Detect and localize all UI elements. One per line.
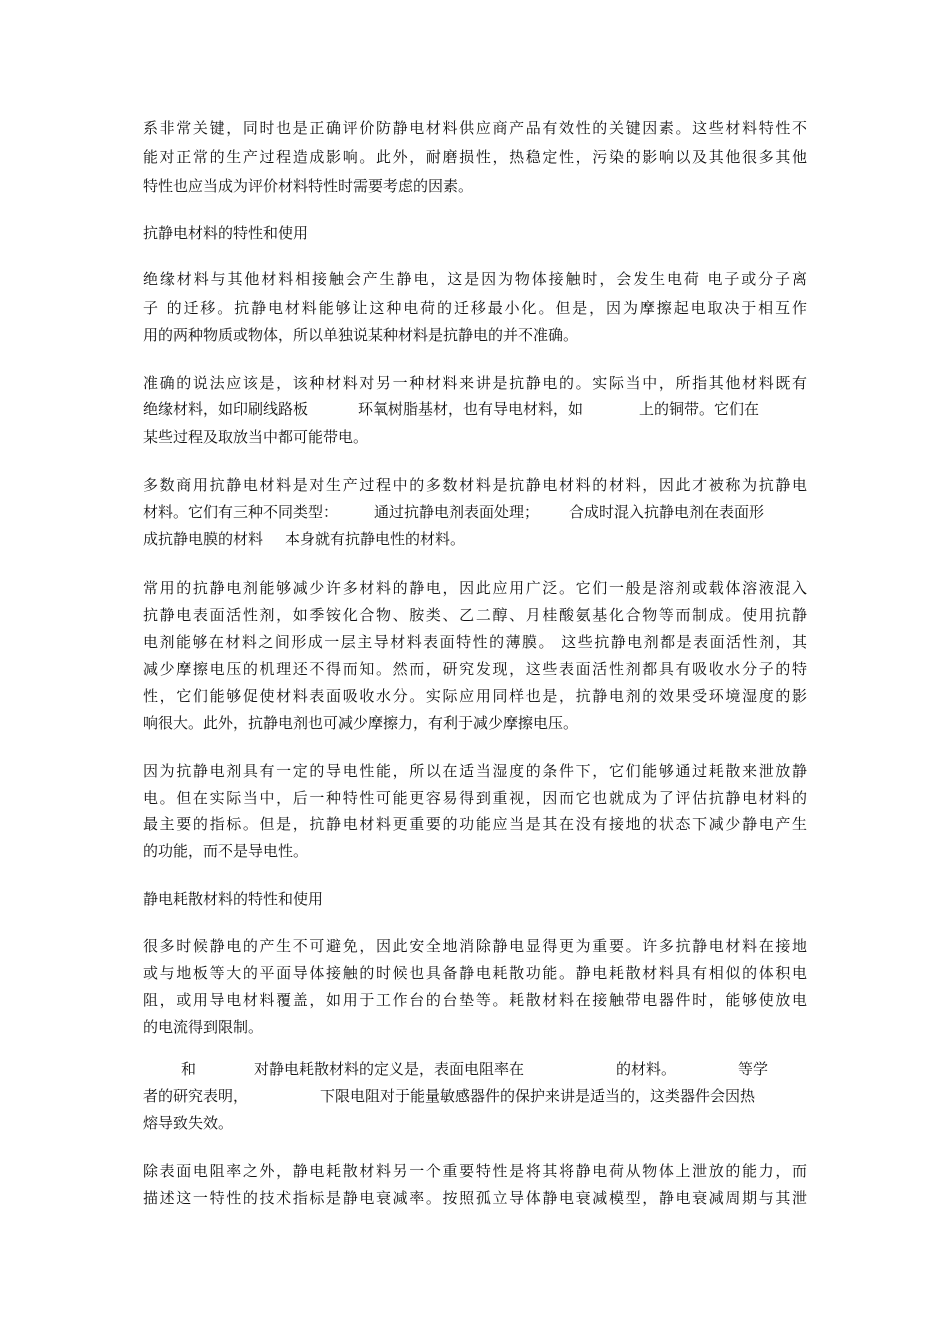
paragraph-3-line-2-part-a: 绝缘材料，如印刷线路板 <box>143 400 309 418</box>
paragraph-5-line-3: 电剂能够在材料之间形成一层主导材料表面特性的薄膜。 这些抗静电剂都是表面活性剂，其 <box>143 633 807 651</box>
paragraph-2-line-3: 用的两种物质或物体，所以单独说某种材料是抗静电的并不准确。 <box>143 326 579 344</box>
paragraph-2-line-1: 绝缘材料与其他材料相接触会产生静电，这是因为物体接触时，会发生电荷 电子或分子离 <box>143 270 807 288</box>
paragraph-2-line-2: 子 的迁移。抗静电材料能够让这种电荷的迁移最小化。但是，因为摩擦起电取决于相互作 <box>143 299 807 317</box>
paragraph-9-line-1: 除表面电阻率之外，静电耗散材料另一个重要特性是将其将静电荷从物体上泄放的能力，而 <box>143 1162 807 1180</box>
paragraph-4-line-3 <box>143 530 465 548</box>
paragraph-8-line-1-part-b: 对静电耗散材料的定义是，表面电阻率在 <box>254 1060 525 1078</box>
paragraph-1-line-2: 能对正常的生产过程造成影响。此外，耐磨损性，热稳定性，污染的影响以及其他很多其他 <box>143 148 807 166</box>
paragraph-5-line-2: 抗静电表面活性剂，如季铵化合物、胺类、乙二醇、月桂酸氨基化合物等而制成。使用抗静 <box>143 606 807 624</box>
paragraph-7-line-3: 阻，或用导电材料覆盖，如用于工作台的台垫等。耗散材料在接触带电器件时，能够使放电 <box>143 991 807 1009</box>
paragraph-7-line-1: 很多时候静电的产生不可避免，因此安全地消除静电显得更为重要。许多抗静电材料在接地 <box>143 937 807 955</box>
paragraph-3-line-1: 准确的说法应该是，该种材料对另一种材料来讲是抗静电的。实际当中，所指其他材料既有 <box>143 374 807 392</box>
paragraph-4-line-1: 多数商用抗静电材料是对生产过程中的多数材料是抗静电材料的材料，因此才被称为抗静电 <box>143 476 807 494</box>
paragraph-4-line-2 <box>143 503 764 521</box>
paragraph-8-line-2 <box>143 1087 755 1105</box>
paragraph-8-line-1-part-d: 等学 <box>738 1060 769 1078</box>
paragraph-4-line-2-part-c: 合成时混入抗静电剂在表面形 <box>569 503 765 521</box>
paragraph-8-line-1 <box>143 1060 768 1078</box>
paragraph-1-line-1: 系非常关键，同时也是正确评价防静电材料供应商产品有效性的关键因素。这些材料特性不 <box>143 119 807 137</box>
paragraph-6-line-2: 电。但在实际当中，后一种特性可能更容易得到重视，因而它也就成为了评估抗静电材料的 <box>143 789 807 807</box>
paragraph-3-line-2-part-b: 环氧树脂基材，也有导电材料，如 <box>358 400 584 418</box>
paragraph-3-line-2-part-c: 上的铜带。它们在 <box>639 400 760 418</box>
paragraph-5-line-1: 常用的抗静电剂能够减少许多材料的静电，因此应用广泛。它们一般是溶剂或载体溶液混入 <box>143 579 807 597</box>
paragraph-6-line-4: 的功能，而不是导电性。 <box>143 842 309 860</box>
section-heading-antistatic: 抗静电材料的特性和使用 <box>143 224 309 242</box>
paragraph-5-line-5: 性，它们能够促使材料表面吸收水分。实际应用同样也是，抗静电剂的效果受环境湿度的影 <box>143 687 807 705</box>
paragraph-8-line-2-part-a: 者的研究表明， <box>143 1087 249 1105</box>
paragraph-6-line-3: 最主要的指标。但是，抗静电材料更重要的功能应当是其在没有接地的状态下减少静电产生 <box>143 815 807 833</box>
paragraph-4-line-2-part-b: 通过抗静电剂表面处理； <box>374 503 540 521</box>
paragraph-8-line-2-part-b: 下限电阻对于能量敏感器件的保护来讲是适当的，这类器件会因热 <box>320 1087 756 1105</box>
paragraph-8-line-1-part-a: 和 <box>181 1060 197 1078</box>
paragraph-4-line-2-part-a: 材料。它们有三种不同类型： <box>143 503 339 521</box>
paragraph-1-line-3: 特性也应当成为评价材料特性时需要考虑的因素。 <box>143 177 474 195</box>
paragraph-4-line-3-part-b: 本身就有抗静电性的材料。 <box>285 530 466 548</box>
paragraph-8-line-1-part-c: 的材料。 <box>616 1060 677 1078</box>
paragraph-6-line-1: 因为抗静电剂具有一定的导电性能，所以在适当湿度的条件下，它们能够通过耗散来泄放静 <box>143 762 807 780</box>
section-heading-dissipative: 静电耗散材料的特性和使用 <box>143 890 324 908</box>
paragraph-8-line-3: 熔导致失效。 <box>143 1114 234 1132</box>
paragraph-3-line-2 <box>143 400 759 418</box>
paragraph-3-line-3: 某些过程及取放当中都可能带电。 <box>143 428 369 446</box>
paragraph-5-line-4: 减少摩擦电压的机理还不得而知。然而，研究发现，这些表面活性剂都具有吸收水分子的特 <box>143 660 807 678</box>
paragraph-7-line-4: 的电流得到限制。 <box>143 1018 264 1036</box>
paragraph-9-line-2: 描述这一特性的技术指标是静电衰减率。按照孤立导体静电衰减模型，静电衰减周期与其泄 <box>143 1189 807 1207</box>
paragraph-4-line-3-part-a: 成抗静电膜的材料 <box>143 530 264 548</box>
paragraph-7-line-2: 或与地板等大的平面导体接触的时候也具备静电耗散功能。静电耗散材料具有相似的体积电 <box>143 964 807 982</box>
paragraph-5-line-6: 响很大。此外，抗静电剂也可减少摩擦力，有利于减少摩擦电压。 <box>143 714 579 732</box>
